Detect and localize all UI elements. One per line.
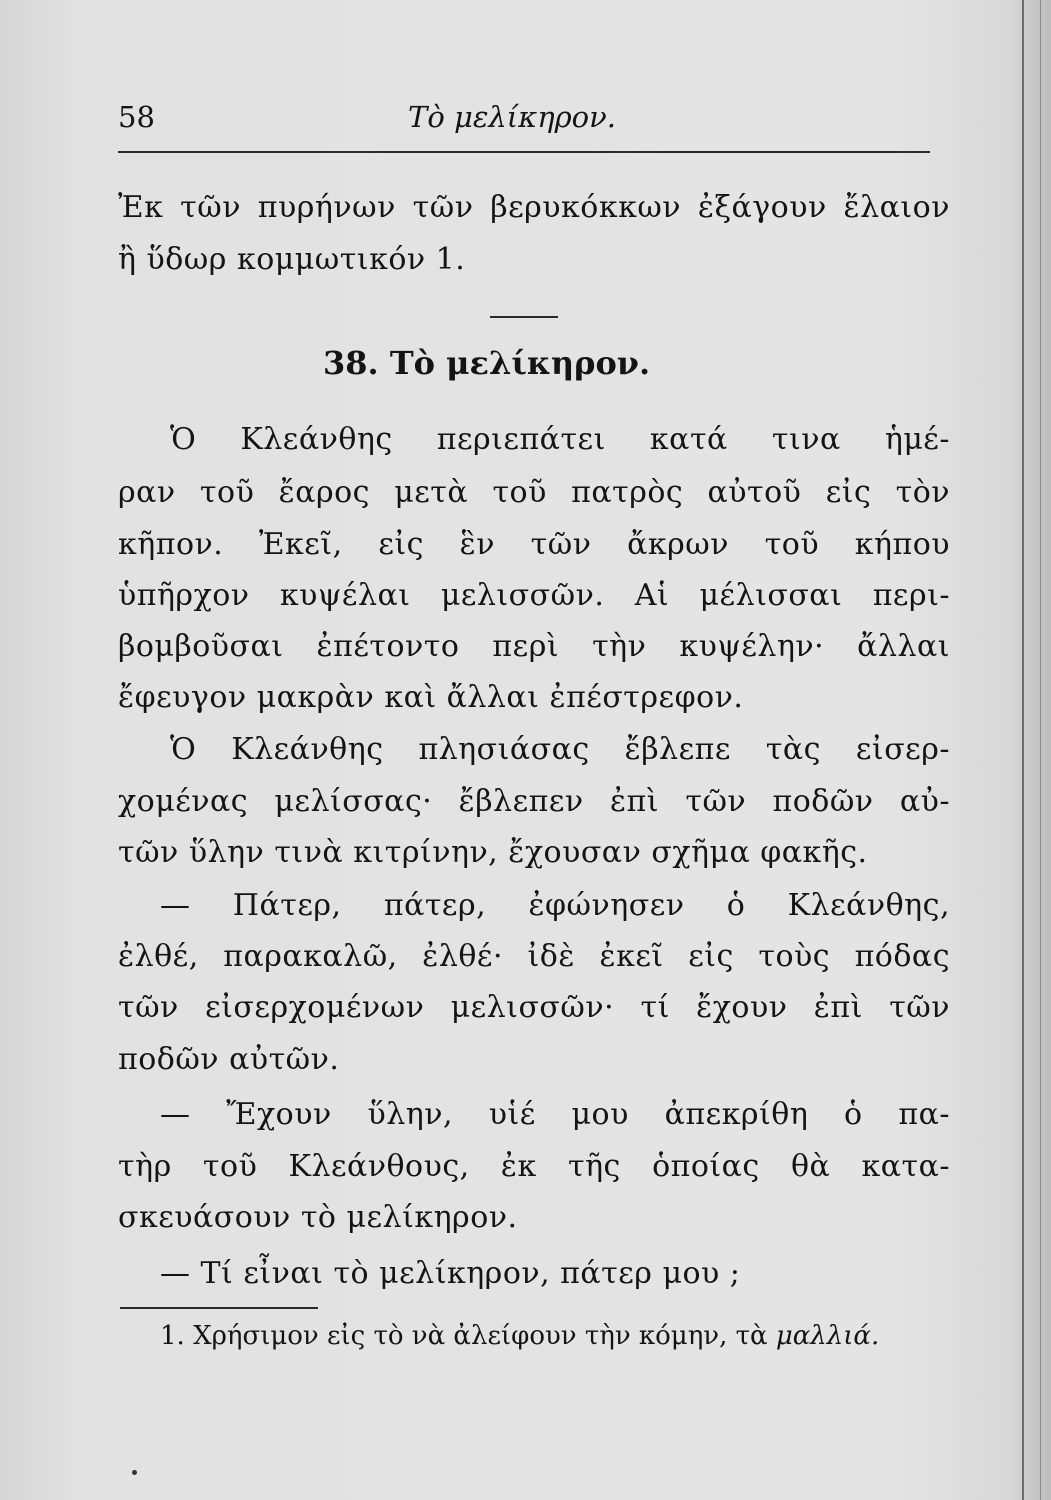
text-line: ὑπῆρχον κυψέλαι μελισσῶν. Αἱ μέλισσαι περι- [118, 578, 950, 613]
text-line: ἢ ὕδωρ κομμωτικόν 1. [118, 242, 466, 277]
footnote [160, 1318, 960, 1354]
text-line: τῶν εἰσερχομένων μελισσῶν· τί ἔχουν ἐπὶ τῶν [118, 990, 950, 1025]
text-line: Ὁ Κλεάνθης περιεπάτει κατά τινα ἡμέ- [170, 422, 950, 457]
text-line: κῆπον. Ἐκεῖ, εἰς ἓν τῶν ἄκρων τοῦ κήπου [118, 527, 950, 562]
text-line: Ἐκ τῶν πυρήνων τῶν βερυκόκκων ἐξάγουν ἔλαιον [118, 190, 950, 225]
footnote-rule [120, 1307, 318, 1309]
text-line: — Τί εἶναι τὸ μελίκηρον, πάτερ μου ; [160, 1256, 741, 1291]
text-line: ἔφευγον μακρὰν καὶ ἄλλαι ἐπέστρεφον. [118, 680, 744, 715]
text-line: τὴρ τοῦ Κλεάνθους, ἐκ τῆς ὁποίας θὰ κατα- [118, 1149, 950, 1184]
text-line: ἐλθέ, παρακαλῶ, ἐλθέ· ἰδὲ ἐκεῖ εἰς τοὺς πόδας [118, 939, 950, 974]
text-line: ραν τοῦ ἔαρος μετὰ τοῦ πατρὸς αὐτοῦ εἰς τὸν [118, 475, 950, 510]
page-header [118, 92, 930, 152]
section-divider [490, 316, 558, 318]
text-line: — Ἔχουν ὕλην, υἱέ μου ἀπεκρίθη ὁ πα- [160, 1097, 950, 1132]
header-rule [118, 151, 930, 153]
text-line: Ὁ Κλεάνθης πλησιάσας ἔβλεπε τὰς εἰσερ- [170, 732, 950, 767]
page-edge-line [1040, 0, 1041, 1500]
text-line: τῶν ὕλην τινὰ κιτρίνην, ἔχουσαν σχῆμα φακῆς. [118, 835, 868, 870]
text-line: σκευάσουν τὸ μελίκηρον. [118, 1200, 518, 1235]
section-heading: 38. Τὸ μελίκηρον. [323, 344, 651, 382]
page-edge-line [1022, 0, 1024, 1500]
footnote-text: 1. Χρήσιμον εἰς τὸ νὰ ἀλείφουν τὴν κόμην, τὰ [160, 1321, 768, 1351]
footnote-gloss: μαλλιά. [775, 1321, 880, 1351]
text-line: — Πάτερ, πάτερ, ἐφώνησεν ὁ Κλεάνθης, [160, 888, 950, 923]
running-title: Τὸ μελίκηρον. [408, 100, 616, 134]
text-line: ποδῶν αὐτῶν. [118, 1042, 340, 1077]
text-line: βομβοῦσαι ἐπέτοντο περὶ τὴν κυψέλην· ἄλλαι [118, 629, 950, 664]
ink-speck [132, 1470, 137, 1475]
text-line: χομένας μελίσσας· ἔβλεπεν ἐπὶ τῶν ποδῶν αὐ- [118, 784, 950, 819]
page-number: 58 [118, 100, 155, 134]
